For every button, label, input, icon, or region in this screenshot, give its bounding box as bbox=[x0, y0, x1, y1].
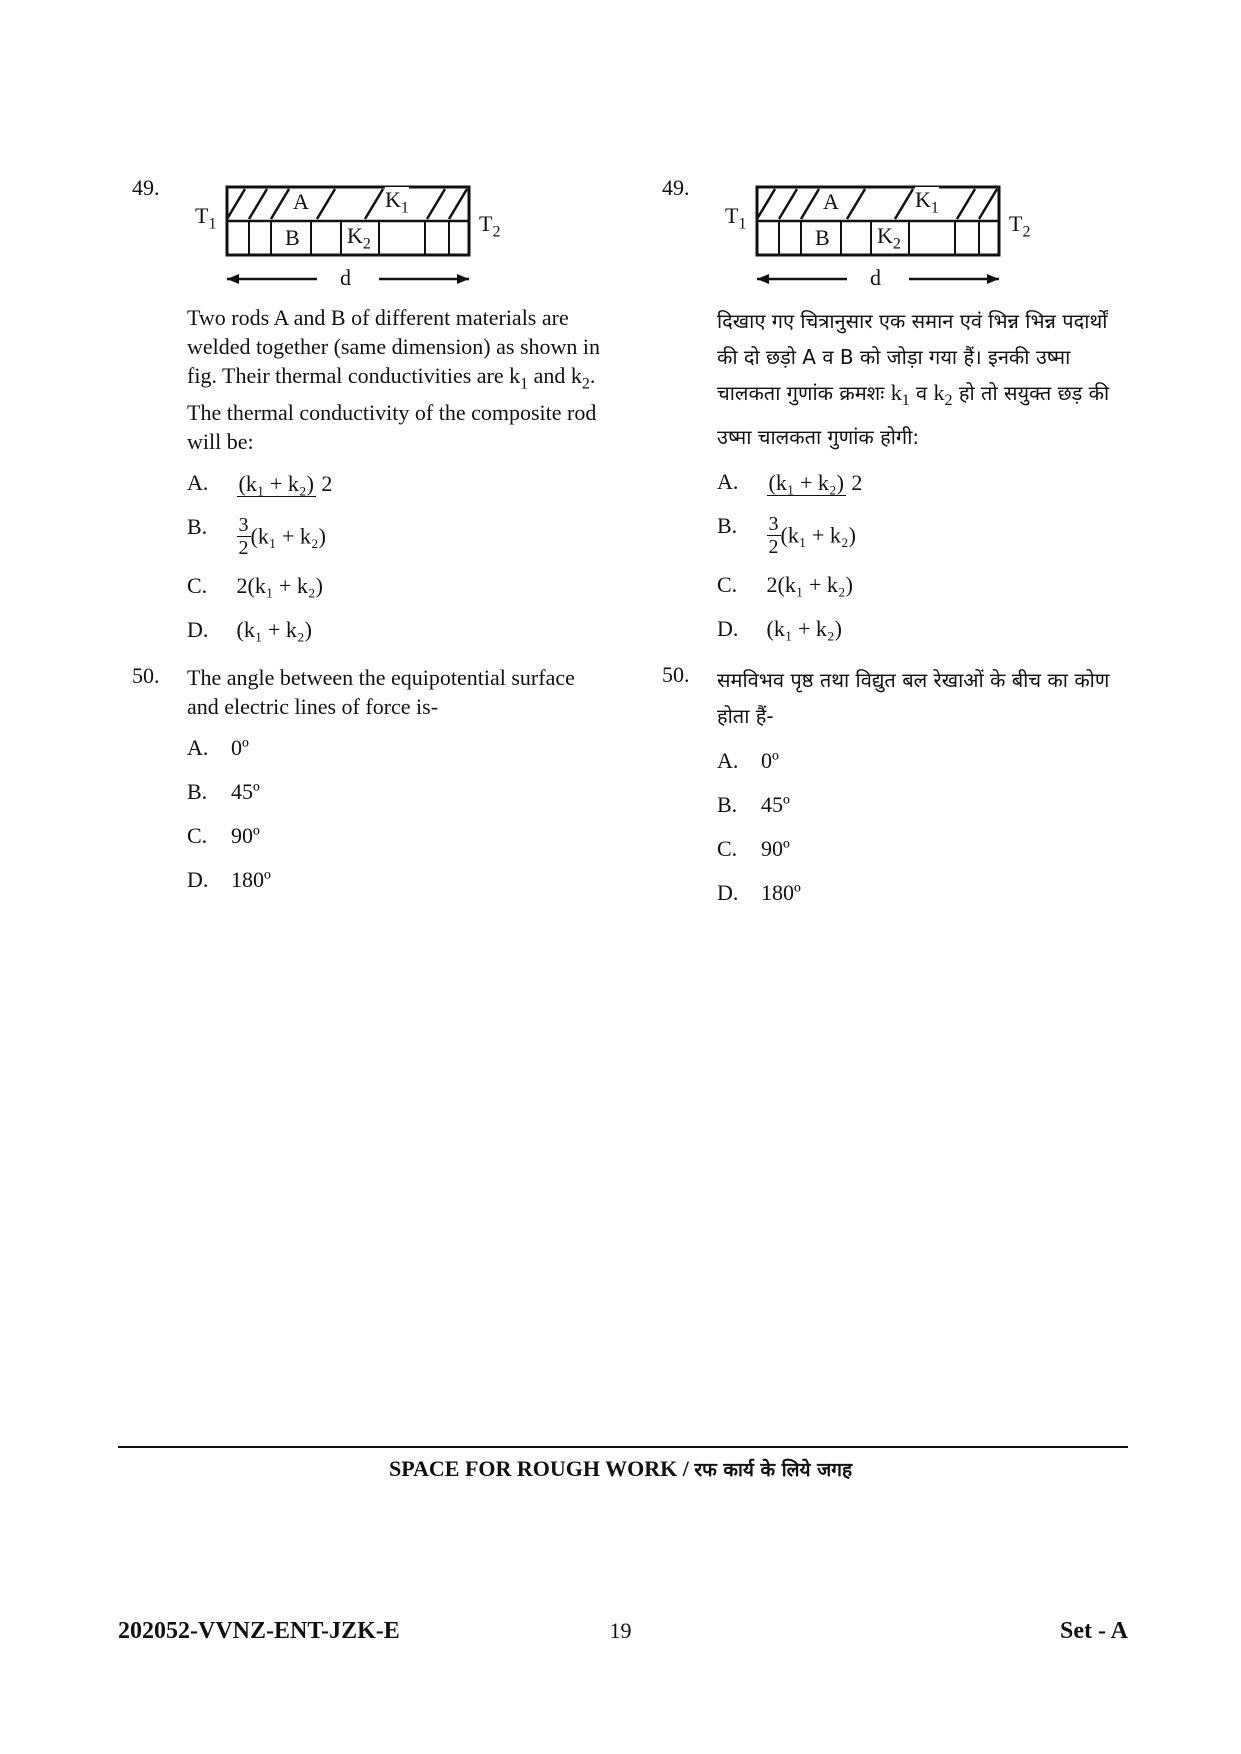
paper-code: 202052-VVNZ-ENT-JZK-E bbox=[118, 1618, 400, 1644]
question-number: 49. bbox=[132, 175, 160, 200]
option-b[interactable]: B. 45º bbox=[717, 792, 790, 817]
rod-a-label: A bbox=[293, 189, 309, 214]
option-a[interactable]: A. 0º bbox=[187, 735, 249, 761]
length-d-label: d bbox=[870, 265, 881, 290]
question-number: 50. bbox=[662, 662, 690, 687]
rough-work-divider bbox=[118, 1446, 1128, 1448]
option-d[interactable]: D. 180º bbox=[187, 867, 271, 893]
question-number: 49. bbox=[662, 175, 690, 200]
t2-label: $T_2$ bbox=[1009, 211, 1031, 241]
set-label: Set - A bbox=[1060, 1618, 1128, 1644]
question-50 bbox=[132, 663, 602, 897]
question-text: The angle between the equipotential surface and electric lines of force is- bbox=[187, 665, 575, 720]
option-d[interactable]: D. (k₁ + k₂) bbox=[717, 616, 842, 641]
k2-label: $K_2$ bbox=[877, 223, 901, 253]
option-a[interactable]: A. 0º bbox=[717, 748, 779, 773]
english-column bbox=[132, 175, 602, 897]
hindi-column bbox=[662, 175, 1132, 910]
question-49-hindi bbox=[662, 175, 1132, 646]
option-c[interactable]: C. 2(k₁ + k₂) bbox=[717, 572, 853, 597]
option-c[interactable]: C. 90º bbox=[717, 836, 790, 861]
option-b-value: $\frac{3}{2}$ (k₁ + k₂) bbox=[238, 514, 326, 560]
option-b[interactable]: B. 45º bbox=[187, 779, 260, 805]
option-b[interactable]: B. $\frac{3}{2}$ (k₁ + k₂) bbox=[187, 514, 326, 560]
option-d[interactable]: D. (k₁ + k₂) bbox=[187, 617, 312, 643]
question-number: 50. bbox=[132, 663, 160, 689]
k2-label: $K_2$ bbox=[347, 223, 371, 253]
option-d[interactable]: D. 180º bbox=[717, 880, 801, 905]
rod-b-label: B bbox=[285, 225, 300, 250]
length-d-label: d bbox=[340, 265, 351, 290]
rough-work-heading: SPACE FOR ROUGH WORK / रफ कार्य के लिये जगह bbox=[388, 1456, 853, 1481]
question-text: दिखाए गए चित्रानुसार एक समान एवं भिन्न भिन्न पदार्थों की दो छड़ो A व B को जोड़ा गया हैं। इनकी उष्मा चालकता गुणांक क्रमशः $k_1$ व $k_2$ हो तो सयुक्त छड़ की उष्मा चालकता गुणांक होगी: bbox=[717, 309, 1110, 449]
t1-label: $T_1$ bbox=[725, 203, 747, 233]
rod-b-label: B bbox=[815, 225, 830, 250]
option-a[interactable]: A. (k₁ + k₂) 2 bbox=[187, 470, 333, 497]
t1-label: $T_1$ bbox=[195, 203, 217, 233]
option-c[interactable]: C. 90º bbox=[187, 823, 260, 849]
question-49 bbox=[132, 175, 602, 647]
k1-label: $K_1$ bbox=[385, 187, 409, 217]
option-c[interactable]: C. 2(k₁ + k₂) bbox=[187, 573, 323, 599]
option-b-value: $\frac{3}{2}$ (k₁ + k₂) bbox=[768, 513, 856, 558]
option-b[interactable]: B. $\frac{3}{2}$ (k₁ + k₂) bbox=[717, 513, 856, 558]
page-number: 19 bbox=[609, 1618, 632, 1643]
rod-a-label: A bbox=[823, 189, 839, 214]
rod-figure bbox=[717, 175, 1077, 295]
question-text: Two rods A and B of different materials are welded together (same dimension) as shown in fig. Their thermal conductivities are $k_1$ and $k_2$. The thermal conductivity of the composite rod will be: bbox=[187, 305, 601, 455]
question-text: समविभव पृष्ठ तथा विद्युत बल रेखाओं के बीच का कोण होता हैं- bbox=[717, 668, 1110, 728]
option-a-fraction: (k₁ + k₂) 2 bbox=[238, 471, 333, 497]
t2-label: $T_2$ bbox=[479, 211, 501, 241]
option-a-fraction: (k₁ + k₂) 2 bbox=[768, 470, 863, 495]
question-50-hindi bbox=[662, 662, 1132, 910]
k1-label: $K_1$ bbox=[915, 187, 939, 217]
rod-figure bbox=[187, 175, 547, 295]
option-a[interactable]: A. (k₁ + k₂) 2 bbox=[717, 469, 863, 495]
